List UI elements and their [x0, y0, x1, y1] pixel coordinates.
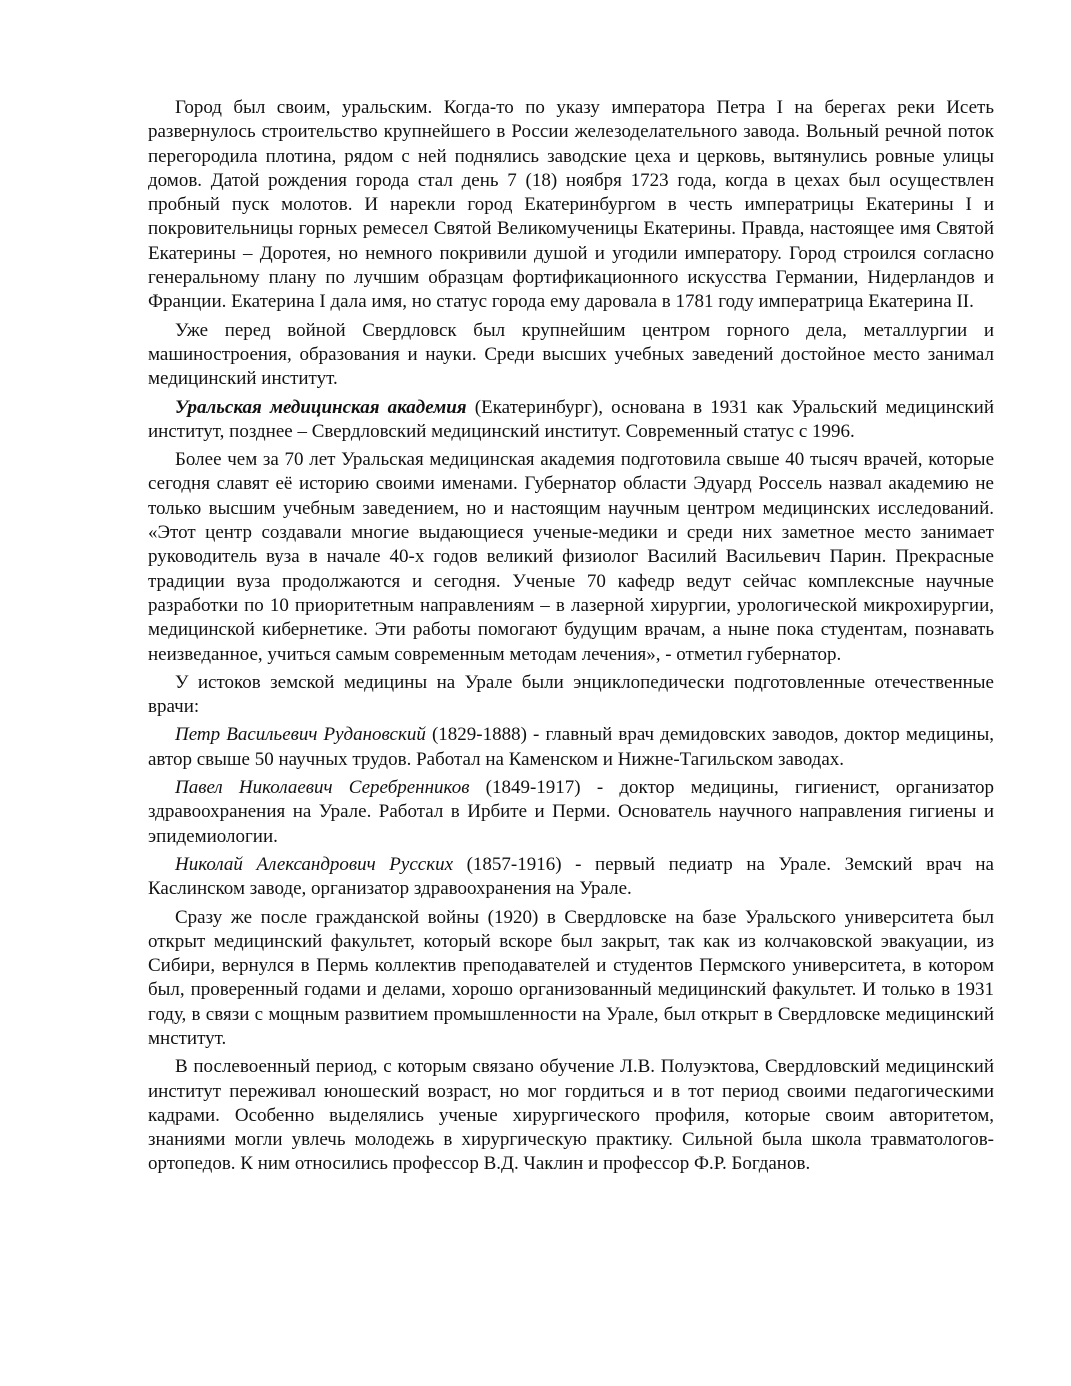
- person-description: (1829-1888) - главный врач демидовских заводов, доктор медицины, автор свыше 50 научных трудов. Работал на Каменском и Нижне-Тагильском заводах.: [148, 724, 994, 770]
- paragraph-zemstvo-intro: У истоков земской медицины на Урале были энциклопедически подготовленные отечественные врачи:: [148, 671, 994, 718]
- academy-description: (Екатеринбург), основана в 1931 как Уральский медицинский институт, позднее – Свердловский медицинский институт. Современный статус с 1996.: [148, 396, 995, 442]
- paragraph-academy-achievements: Более чем за 70 лет Уральская медицинская академия подготовила свыше 40 тысяч врачей, которые сегодня славят её историю своими именами. Губернатор области Эдуард Россель назвал академию не только высшим учебным заведением, но и настоящим научным центром медицинских исследований. «Этот центр создавали многие выдающиеся ученые-медики и среди них заметное место занимает руководитель вуза в начале 40-х годов великий физиолог Василий Васильевич Парин. Прекрасные традиции вуза продолжаются и сегодня. Ученые 70 кафедр ведут сейчас комплексные научные разработки по 10 приоритетным направлениям – в лазерной хирургии, урологической микрохирургии, медицинской кибернетике. Эти работы помогают будущим врачам, а ныне пока студентам, познавать неизведанное, учиться самым современным методам лечения», - отметил губернатор.: [148, 449, 994, 665]
- document-page: [148, 96, 994, 1177]
- paragraph-city-history: Город был своим, уральским. Когда-то по указу императора Петра I на берегах реки Исеть развернулось строительство крупнейшего в России железоделательного завода. Вольный речной поток перегородила плотина, рядом с ней поднялись заводские цеха и церковь, вытянулись ровные улицы домов. Датой рождения города стал день 7 (18) ноября 1723 года, когда в цехах был осуществлен пробный пуск молотов. И нарекли город Екатеринбургом в честь императрицы Екатерины I и покровительницы горных ремесел Святой Великомученицы Екатерины. Правда, настоящее имя Святой Екатерины – Доротея, но немного покривили душой и угодили императору. Город строился согласно генеральному плану по лучшим образцам фортификационного искусства Германии, Нидерландов и Франции. Екатерина I дала имя, но статус города ему даровала в 1781 году императрица Екатерина II.: [148, 97, 994, 313]
- paragraph-medical-faculty: Сразу же после гражданской войны (1920) в Свердловске на базе Уральского университета был открыт медицинский факультет, который вскоре был закрыт, так как из колчаковской эвакуации, из Сибири, вернулся в Пермь коллектив преподавателей и студентов Пермского университета, в котором был, проверенный годами и делами, хорошо организованный медицинский факультет. И только в 1931 году, в связи с мощным развитием промышленности на Урале, был открыт в Свердловске медицинский мнститут.: [148, 906, 994, 1049]
- academy-name: Уральская медицинская академия: [175, 396, 467, 418]
- person-description: (1849-1917) - доктор медицины, гигиенист, организатор здравоохранения на Урале. Работал в Ирбите и Перми. Основатель научного направления гигиены и эпидемиологии.: [148, 777, 994, 847]
- person-name: Николай Александрович Русских: [175, 853, 454, 875]
- paragraph-rudanovsky: [148, 723, 994, 772]
- person-description: (1857-1916) - первый педиатр на Урале. Земский врач на Каслинском заводе, организатор здравоохранения на Урале.: [148, 853, 994, 900]
- paragraph-medical-academy: [148, 396, 994, 445]
- person-name: Павел Николаевич Серебренников: [175, 777, 470, 799]
- paragraph-sverdlovsk-center: Уже перед войной Свердловск был крупнейшим центром горного дела, металлургии и машиностроения, образования и науки. Среди высших учебных заведений достойное место занимал медицинский институт.: [148, 319, 994, 390]
- paragraph-russkikh: [148, 853, 994, 902]
- paragraph-postwar-period: В послевоенный период, с которым связано обучение Л.В. Полуэктова, Свердловский медицинский институт переживал юношеский возраст, но мог гордиться и в тот период своими педагогическими кадрами. Особенно выделялись ученые хирургического профиля, которые своим авторитетом, знаниями могли увлечь молодежь в хирургическую практику. Сильной была школа травматологов-ортопедов. К ним относились профессор В.Д. Чаклин и профессор Ф.Р. Богданов.: [148, 1056, 994, 1175]
- paragraph-serebrennikov: [148, 776, 994, 849]
- person-name: Петр Васильевич Рудановский: [175, 724, 426, 746]
